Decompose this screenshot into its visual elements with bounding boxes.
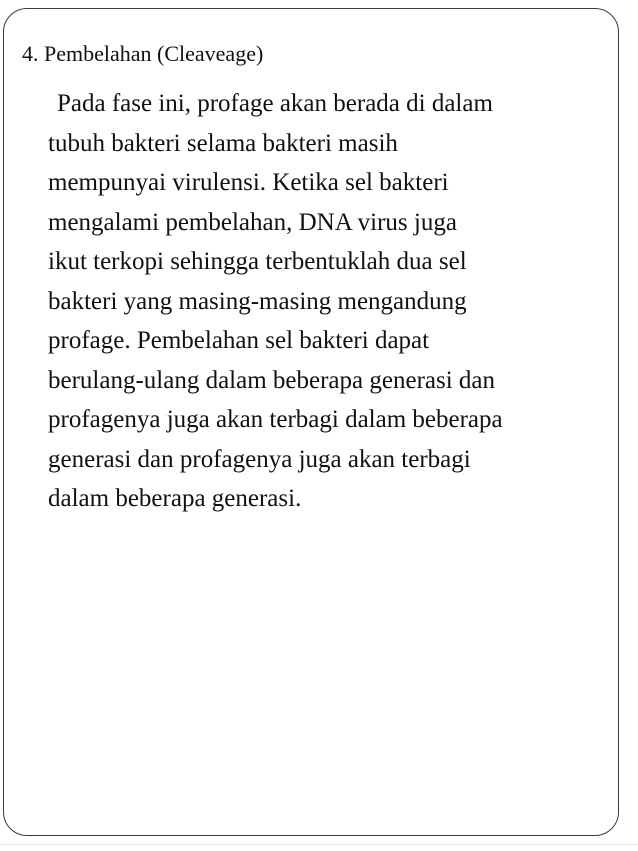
section-heading: 4. Pembelahan (Cleaveage) <box>22 41 264 66</box>
paragraph-line: generasi dan profagenya juga akan terbagi <box>48 445 471 473</box>
paragraph-line: profagenya juga akan terbagi dalam beberapa <box>48 406 503 433</box>
paragraph-line: bakteri yang masing-masing mengandung <box>48 287 467 315</box>
paragraph-line: mempunyai virulensi. Ketika sel bakteri <box>48 169 449 196</box>
body-paragraph <box>48 84 608 519</box>
page-divider <box>0 844 638 845</box>
paragraph-line: berulang-ulang dalam beberapa generasi dan <box>48 366 496 394</box>
paragraph-line: dalam beberapa generasi. <box>48 485 302 512</box>
paragraph-line: ikut terkopi sehingga terbentuklah dua sel <box>48 248 467 275</box>
paragraph-line: mengalami pembelahan, DNA virus juga <box>48 208 457 236</box>
paragraph-line: tubuh bakteri selama bakteri masih <box>48 129 398 157</box>
paragraph-line: profage. Pembelahan sel bakteri dapat <box>48 327 430 354</box>
paragraph-line: Pada fase ini, profage akan berada di dalam <box>57 90 493 117</box>
